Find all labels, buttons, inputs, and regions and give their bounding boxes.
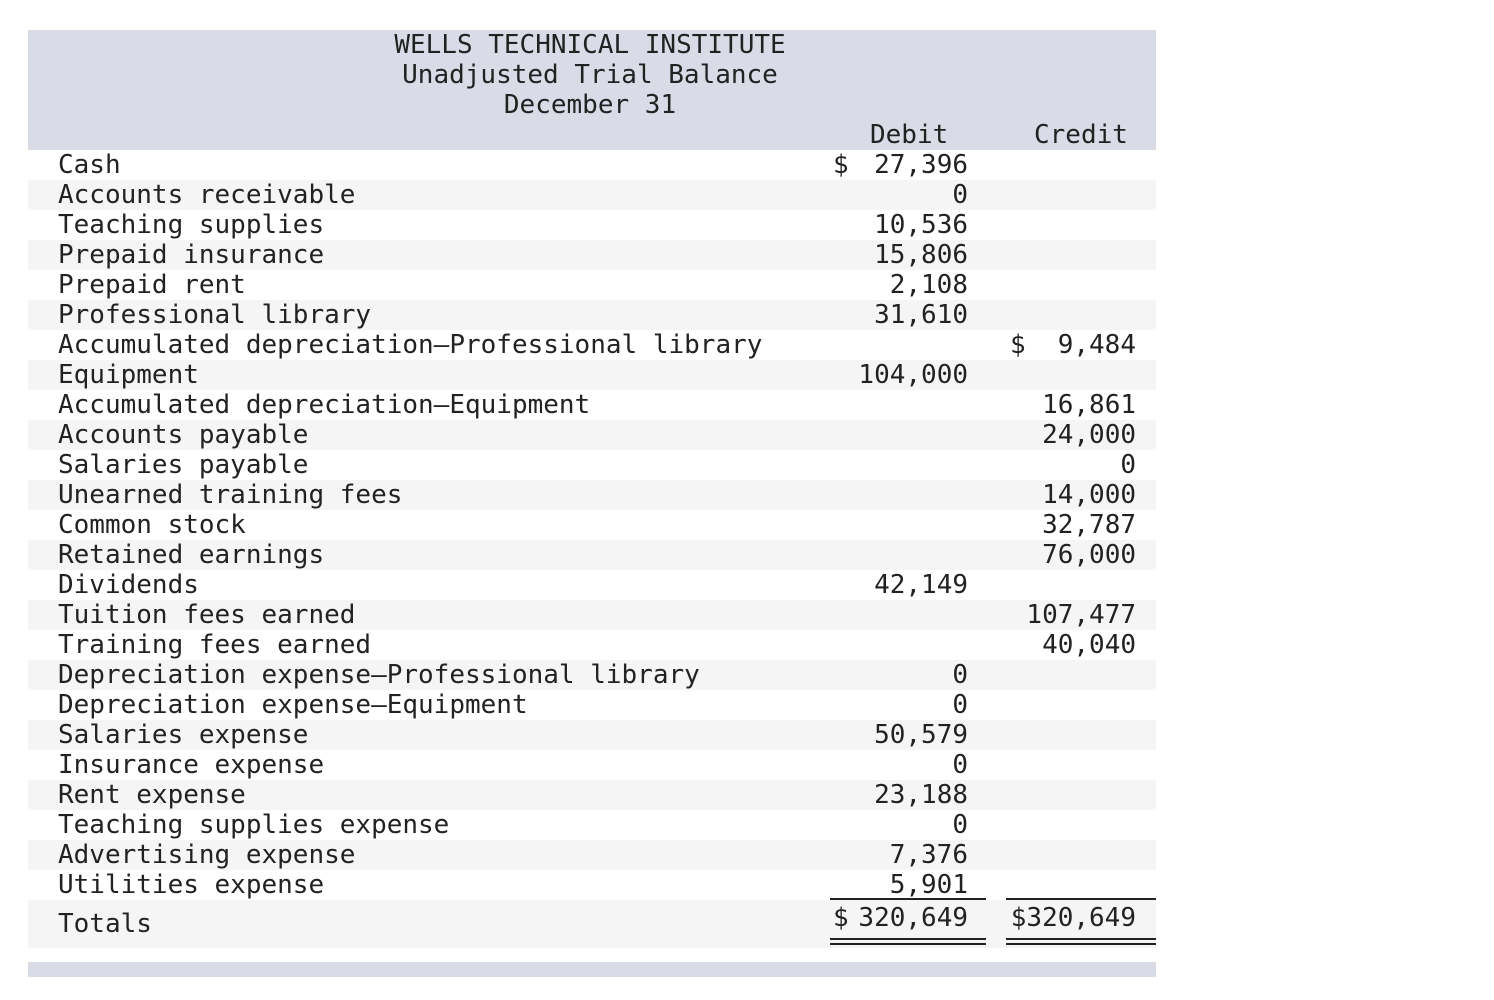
account-row [28, 600, 1156, 630]
account-name: Utilities expense [58, 870, 325, 900]
company-name: WELLS TECHNICAL INSTITUTE [394, 30, 786, 60]
account-row [28, 780, 1156, 810]
debit-amount: 15,806 [874, 240, 968, 270]
account-row [28, 420, 1156, 450]
debit-amount: 7,376 [889, 840, 968, 870]
debit-amount: 0 [952, 180, 968, 210]
account-name: Teaching supplies expense [58, 810, 450, 840]
totals-credit: $320,649 [1010, 903, 1136, 933]
account-rows [28, 150, 1156, 900]
debit-amount: 0 [952, 660, 968, 690]
credit-amount: 76,000 [1042, 540, 1136, 570]
account-row [28, 270, 1156, 300]
account-row [28, 630, 1156, 660]
account-name: Prepaid insurance [58, 240, 325, 270]
debit-amount: 2,108 [889, 270, 968, 300]
account-name: Advertising expense [58, 840, 356, 870]
account-row [28, 360, 1156, 390]
credit-currency: $ [1010, 330, 1026, 360]
account-name: Accounts receivable [58, 180, 356, 210]
account-row [28, 150, 1156, 180]
account-name: Equipment [58, 360, 199, 390]
account-row [28, 870, 1156, 900]
account-row [28, 810, 1156, 840]
debit-column-header: Debit [870, 120, 949, 150]
table-footer-bar [28, 962, 1156, 977]
account-name: Salaries expense [58, 720, 309, 750]
debit-currency: $ [833, 150, 849, 180]
report-title-block [318, 30, 863, 120]
debit-amount: 31,610 [874, 300, 968, 330]
account-name: Professional library [58, 300, 372, 330]
credit-column-header: Credit [1034, 120, 1128, 150]
account-row [28, 450, 1156, 480]
account-name: Depreciation expense—Equipment [58, 690, 528, 720]
debit-amount: 42,149 [874, 570, 968, 600]
debit-amount: 104,000 [858, 360, 968, 390]
debit-amount: 0 [952, 750, 968, 780]
debit-amount: 0 [952, 690, 968, 720]
credit-amount: 107,477 [1026, 600, 1136, 630]
debit-amount: 27,396 [874, 150, 968, 180]
account-row [28, 570, 1156, 600]
account-row [28, 330, 1156, 360]
account-name: Salaries payable [58, 450, 309, 480]
account-row [28, 660, 1156, 690]
account-name: Training fees earned [58, 630, 372, 660]
account-name: Dividends [58, 570, 199, 600]
account-name: Prepaid rent [58, 270, 246, 300]
account-row [28, 840, 1156, 870]
totals-row [28, 900, 1156, 948]
account-name: Cash [58, 150, 121, 180]
account-name: Teaching supplies [58, 210, 325, 240]
credit-amount: 14,000 [1042, 480, 1136, 510]
report-name: Unadjusted Trial Balance [402, 60, 778, 90]
trial-balance [28, 30, 1156, 948]
account-row [28, 300, 1156, 330]
credit-amount: 24,000 [1042, 420, 1136, 450]
account-row [28, 510, 1156, 540]
credit-amount: 16,861 [1042, 390, 1136, 420]
account-row [28, 240, 1156, 270]
credit-amount: 40,040 [1042, 630, 1136, 660]
account-name: Depreciation expense—Professional library [58, 660, 700, 690]
totals-debit-double-underline [830, 938, 986, 945]
account-name: Unearned training fees [58, 480, 403, 510]
credit-amount: 0 [1120, 450, 1136, 480]
account-name: Accounts payable [58, 420, 309, 450]
debit-amount: 50,579 [874, 720, 968, 750]
account-row [28, 540, 1156, 570]
credit-amount: 32,787 [1042, 510, 1136, 540]
account-name: Accumulated depreciation—Professional library [58, 330, 763, 360]
account-row [28, 690, 1156, 720]
report-date: December 31 [503, 90, 677, 120]
account-name: Rent expense [58, 780, 246, 810]
credit-amount: 9,484 [1057, 330, 1136, 360]
debit-amount: 10,536 [874, 210, 968, 240]
totals-debit-currency: $ [833, 903, 849, 933]
account-name: Common stock [58, 510, 246, 540]
debit-amount: 23,188 [874, 780, 968, 810]
account-row [28, 750, 1156, 780]
account-row [28, 390, 1156, 420]
account-row [28, 210, 1156, 240]
account-row [28, 180, 1156, 210]
account-name: Accumulated depreciation—Equipment [58, 390, 591, 420]
account-row [28, 480, 1156, 510]
account-row [28, 720, 1156, 750]
totals-credit-double-underline [1006, 938, 1156, 945]
report-header [28, 30, 1156, 150]
account-name: Insurance expense [58, 750, 325, 780]
debit-amount: 0 [952, 810, 968, 840]
debit-amount: 5,901 [889, 870, 968, 900]
totals-debit: 320,649 [858, 903, 968, 933]
account-name: Tuition fees earned [58, 600, 356, 630]
totals-label: Totals [58, 909, 152, 939]
account-name: Retained earnings [58, 540, 325, 570]
